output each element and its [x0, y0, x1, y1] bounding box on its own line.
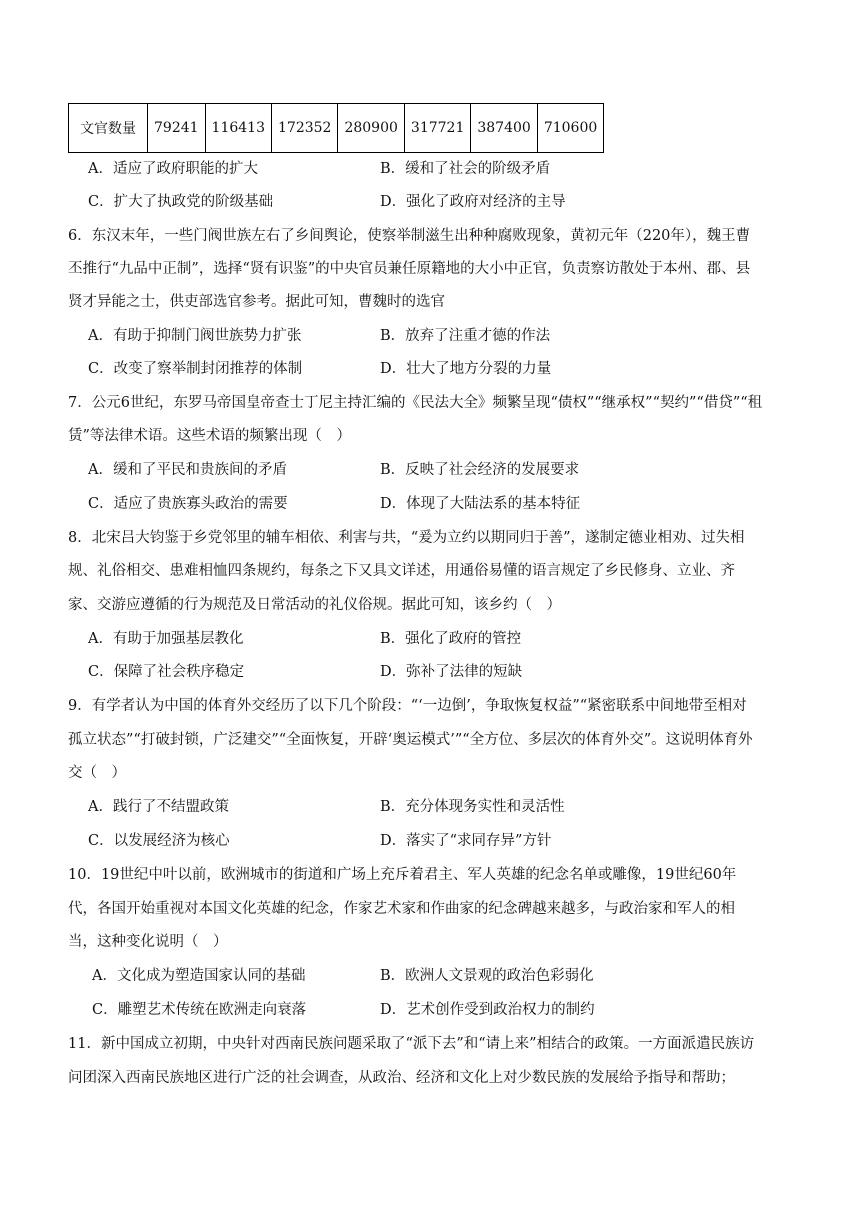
q6-option-b[interactable]: B．放弃了注重才德的作法	[380, 328, 551, 344]
q6-option-d[interactable]: D．壮大了地方分裂的力量	[380, 361, 552, 377]
table-cell: 387400	[471, 104, 537, 153]
q6-option-a[interactable]: A．有助于抑制门阀世族势力扩张	[88, 328, 302, 344]
q8-option-b[interactable]: B．强化了政府的管控	[380, 631, 522, 647]
q7-stem-line-2: 赁”等法律术语。这些术语的频繁出现（ ）	[68, 428, 351, 444]
table-cell: 79241	[148, 104, 206, 153]
q5-option-b[interactable]: B．缓和了社会的阶级矛盾	[380, 161, 551, 177]
q6-stem-line-1: 6．东汉末年，一些门阀世族左右了乡间舆论，使察举制滋生出种种腐败现象，黄初元年（220年），魏王曹	[68, 228, 751, 244]
q10-option-a[interactable]: A．文化成为塑造国家认同的基础	[92, 968, 306, 984]
q10-stem-line-3: 当，这种变化说明（ ）	[68, 934, 228, 950]
q8-option-c[interactable]: C．保障了社会秩序稳定	[88, 664, 245, 680]
q9-stem-line-3: 交（ ）	[68, 765, 126, 781]
q5-option-d[interactable]: D．强化了政府对经济的主导	[380, 194, 566, 210]
table-cell: 280900	[338, 104, 404, 153]
q8-stem-line-3: 家、交游应遵循的行为规范及日常活动的礼仪俗规。据此可知，该乡约（ ）	[68, 597, 561, 613]
q10-option-c[interactable]: C．雕塑艺术传统在欧洲走向衰落	[92, 1002, 307, 1018]
table-row	[69, 104, 604, 153]
q8-option-d[interactable]: D．弥补了法律的短缺	[380, 664, 523, 680]
q8-stem-line-2: 规、礼俗相交、患难相恤四条规约，每条之下又具文详述，用通俗易懂的语言规定了乡民修身、立业、齐	[68, 563, 735, 579]
q11-stem-line-1: 11．新中国成立初期，中央针对西南民族问题采取了“派下去”和“请上来”相结合的政策。一方面派遣民族访	[68, 1036, 755, 1052]
q9-stem-line-1: 9．有学者认为中国的体育外交经历了以下几个阶段：“‘一边倒’，争取恢复权益”“紧密联系中间地带至相对	[68, 698, 747, 714]
civil-officials-table	[68, 103, 604, 153]
q6-stem-line-3: 贤才异能之士，供吏部选官参考。据此可知，曹魏时的选官	[68, 294, 445, 310]
q7-option-d[interactable]: D．体现了大陆法系的基本特征	[380, 496, 581, 512]
q6-stem-line-2: 丕推行“九品中正制”，选择“贤有识鉴”的中央官员兼任原籍地的大小中正官，负责察访散处于本州、郡、县	[68, 261, 751, 277]
q10-option-d[interactable]: D．艺术创作受到政治权力的制约	[380, 1002, 595, 1018]
q10-option-b[interactable]: B．欧洲人文景观的政治色彩弱化	[380, 968, 594, 984]
table-cell: 172352	[272, 104, 338, 153]
q8-option-a[interactable]: A．有助于加强基层教化	[88, 631, 244, 647]
q7-option-b[interactable]: B．反映了社会经济的发展要求	[380, 462, 580, 478]
q10-stem-line-1: 10．19世纪中叶以前，欧洲城市的街道和广场上充斥着君主、军人英雄的纪念名单或雕像，19世纪60年	[68, 867, 737, 883]
q7-stem-line-1: 7．公元6世纪，东罗马帝国皇帝查士丁尼主持汇编的《民法大全》频繁呈现“债权”“继承权”“契约”“借贷”“租	[68, 395, 763, 411]
q6-option-c[interactable]: C．改变了察举制封闭推荐的体制	[88, 361, 303, 377]
table-cell: 710600	[537, 104, 603, 153]
q7-option-a[interactable]: A．缓和了平民和贵族间的矛盾	[88, 462, 287, 478]
q9-option-b[interactable]: B．充分体现务实性和灵活性	[380, 799, 565, 815]
table-cell: 116413	[205, 104, 271, 153]
q9-option-c[interactable]: C．以发展经济为核心	[88, 833, 230, 849]
q11-stem-line-2: 问团深入西南民族地区进行广泛的社会调查，从政治、经济和文化上对少数民族的发展给予指导和帮助；	[68, 1070, 735, 1086]
q9-option-d[interactable]: D．落实了“求同存异”方针	[380, 833, 552, 849]
q10-stem-line-2: 代，各国开始重视对本国文化英雄的纪念，作家艺术家和作曲家的纪念碑越来越多，与政治家和军人的相	[68, 901, 735, 917]
q7-option-c[interactable]: C．适应了贵族寡头政治的需要	[88, 496, 288, 512]
q9-option-a[interactable]: A．践行了不结盟政策	[88, 799, 229, 815]
q5-option-c[interactable]: C．扩大了执政党的阶级基础	[88, 194, 274, 210]
table-row-label: 文官数量	[69, 104, 148, 153]
table-cell: 317721	[404, 104, 470, 153]
q5-option-a[interactable]: A．适应了政府职能的扩大	[88, 161, 258, 177]
q9-stem-line-2: 孤立状态”“打破封锁，广泛建交”“全面恢复，开辟‘奥运模式’”“全方位、多层次的体育外交”。这说明体育外	[68, 732, 753, 748]
q8-stem-line-1: 8．北宋吕大钧鉴于乡党邻里的辅车相依、利害与共，“爰为立约以期同归于善”，遂制定德业相劝、过失相	[68, 530, 745, 546]
